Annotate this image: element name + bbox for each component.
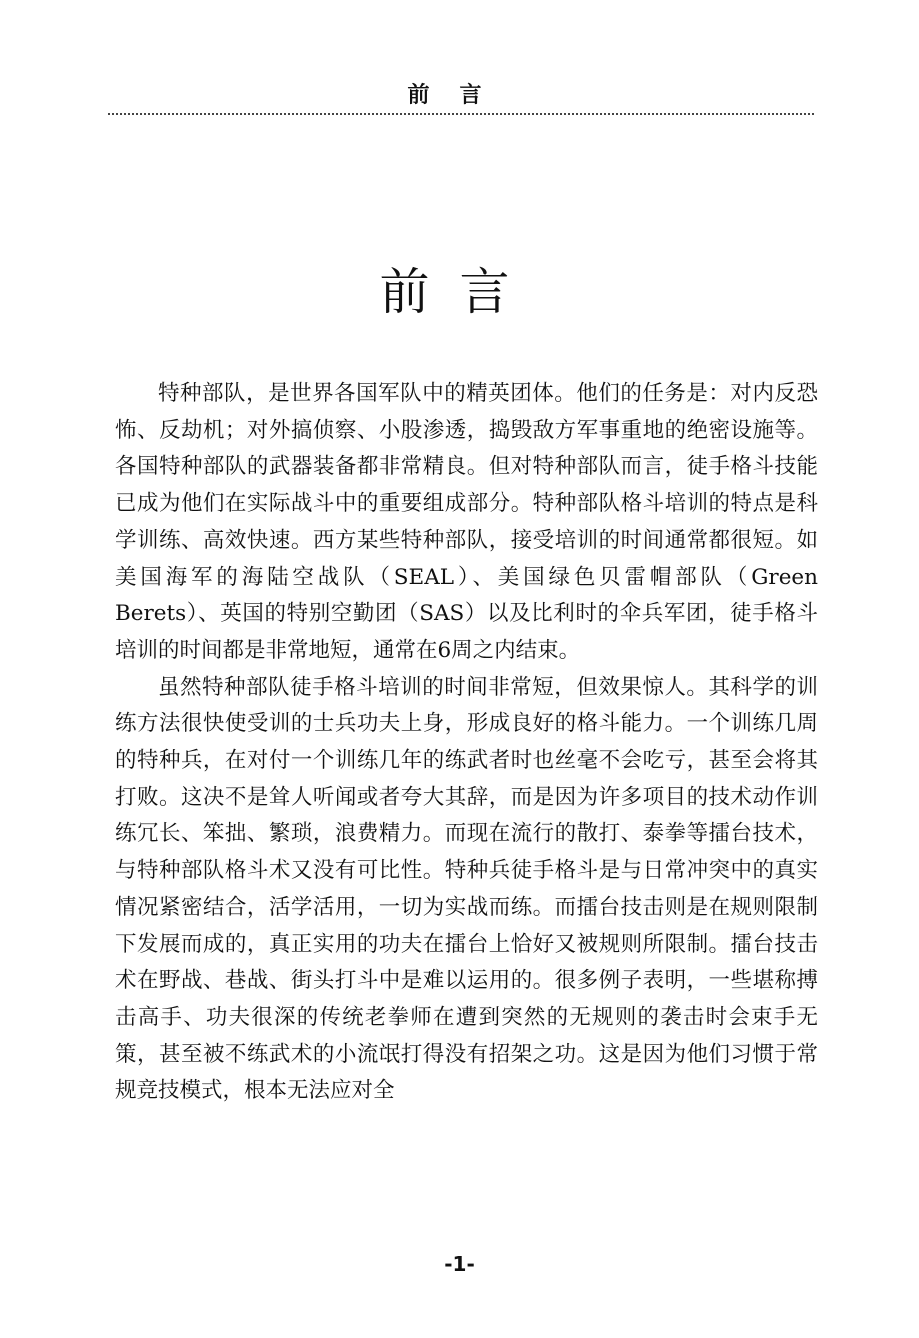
- body-text: [115, 376, 818, 1110]
- paragraph-1: 特种部队，是世界各国军队中的精英团体。他们的任务是：对内反恐怖、反劫机；对外搞侦察、小股渗透，捣毁敌方军事重地的绝密设施等。各国特种部队的武器装备都非常精良。但对特种部队而言，徒手格斗技能已成为他们在实际战斗中的重要组成部分。特种部队格斗培训的特点是科学训练、高效快速。西方某些特种部队，接受培训的时间通常都很短。如美国海军的海陆空战队（SEAL）、美国绿色贝雷帽部队（Green Berets）、英国的特别空勤团（SAS）以及比利时的伞兵军团，徒手格斗培训的时间都是非常地短，通常在6周之内结束。: [115, 381, 818, 663]
- page-number: -1-: [444, 1252, 475, 1276]
- header-divider: [108, 113, 814, 115]
- chapter-title: 前言: [379, 262, 540, 321]
- paragraph-2: 虽然特种部队徒手格斗培训的时间非常短，但效果惊人。其科学的训练方法很快使受训的士兵功夫上身，形成良好的格斗能力。一个训练几周的特种兵，在对付一个训练几年的练武者时也丝毫不会吃亏，甚至会将其打败。这决不是耸人听闻或者夸大其辞，而是因为许多项目的技术动作训练冗长、笨拙、繁琐，浪费精力。而现在流行的散打、泰拳等擂台技术，与特种部队格斗术又没有可比性。特种兵徒手格斗是与日常冲突中的真实情况紧密结合，活学活用，一切为实战而练。而擂台技击则是在规则限制下发展而成的，真正实用的功夫在擂台上恰好又被规则所限制。擂台技击术在野战、巷战、街头打斗中是难以运用的。很多例子表明，一些堪称搏击高手、功夫很深的传统老拳师在遭到突然的无规则的袭击时会束手无策，甚至被不练武术的小流氓打得没有招架之功。这是因为他们习惯于常规竞技模式，根本无法应对全: [115, 674, 818, 1104]
- running-header: 前言: [407, 82, 512, 108]
